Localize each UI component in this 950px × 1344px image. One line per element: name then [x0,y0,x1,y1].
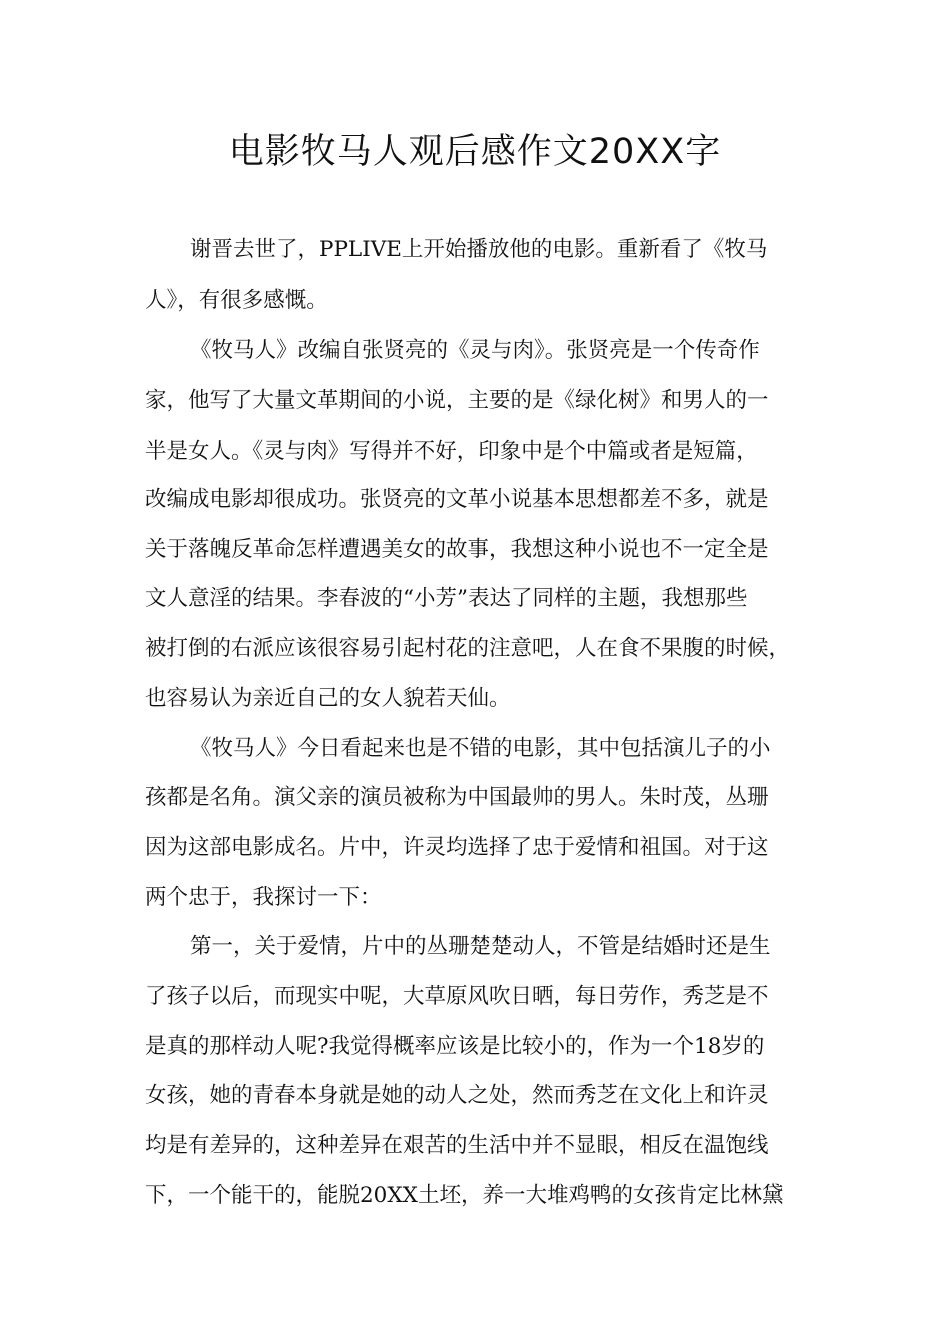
paragraph-line: 两个忠于，我探讨一下： [145,885,382,910]
paragraph-line: 关于落魄反革命怎样遭遇美女的故事，我想这种小说也不一定全是 [145,537,769,562]
paragraph-line: 孩都是名角。演父亲的演员被称为中国最帅的男人。朱时茂，丛珊 [145,785,769,810]
paragraph-line: 改编成电影却很成功。张贤亮的文革小说基本思想都差不多，就是 [145,487,769,512]
paragraph-line: 人》，有很多感慨。 [145,288,328,313]
paragraph-line: 谢晋去世了，PPLIVE上开始播放他的电影。重新看了《牧马 [190,237,768,262]
paragraph-line: 女孩，她的青春本身就是她的动人之处，然而秀芝在文化上和许灵 [145,1083,769,1108]
document-title: 电影牧马人观后感作文20XX字 [228,132,722,172]
paragraph-line: 第一，关于爱情，片中的丛珊楚楚动人，不管是结婚时还是生 [190,934,771,959]
paragraph-line: 因为这部电影成名。片中，许灵均选择了忠于爱情和祖国。对于这 [145,835,769,860]
paragraph-line: 了孩子以后，而现实中呢，大草原风吹日晒，每日劳作，秀芝是不 [145,984,769,1009]
paragraph-line: 是真的那样动人呢?我觉得概率应该是比较小的，作为一个18岁的 [145,1034,765,1059]
paragraph-line: 下，一个能干的，能脱20XX土坯，养一大堆鸡鸭的女孩肯定比林黛 [145,1183,784,1208]
paragraph-line: 均是有差异的，这种差异在艰苦的生活中并不显眼，相反在温饱线 [145,1133,769,1158]
paragraph-line: 《牧马人》改编自张贤亮的《灵与肉》。张贤亮是一个传奇作 [190,338,760,363]
paragraph-line: 文人意淫的结果。李春波的“小芳”表达了同样的主题，我想那些 [145,586,748,611]
paragraph-line: 《牧马人》今日看起来也是不错的电影，其中包括演儿子的小 [190,736,771,761]
paragraph-line: 半是女人。《灵与肉》写得并不好，印象中是个中篇或者是短篇， [145,439,758,464]
paragraph-line: 也容易认为亲近自己的女人貌若天仙。 [145,686,511,711]
paragraph-line: 被打倒的右派应该很容易引起村花的注意吧，人在食不果腹的时候， [145,636,791,661]
paragraph-line: 家，他写了大量文革期间的小说，主要的是《绿化树》和男人的一 [145,388,769,413]
